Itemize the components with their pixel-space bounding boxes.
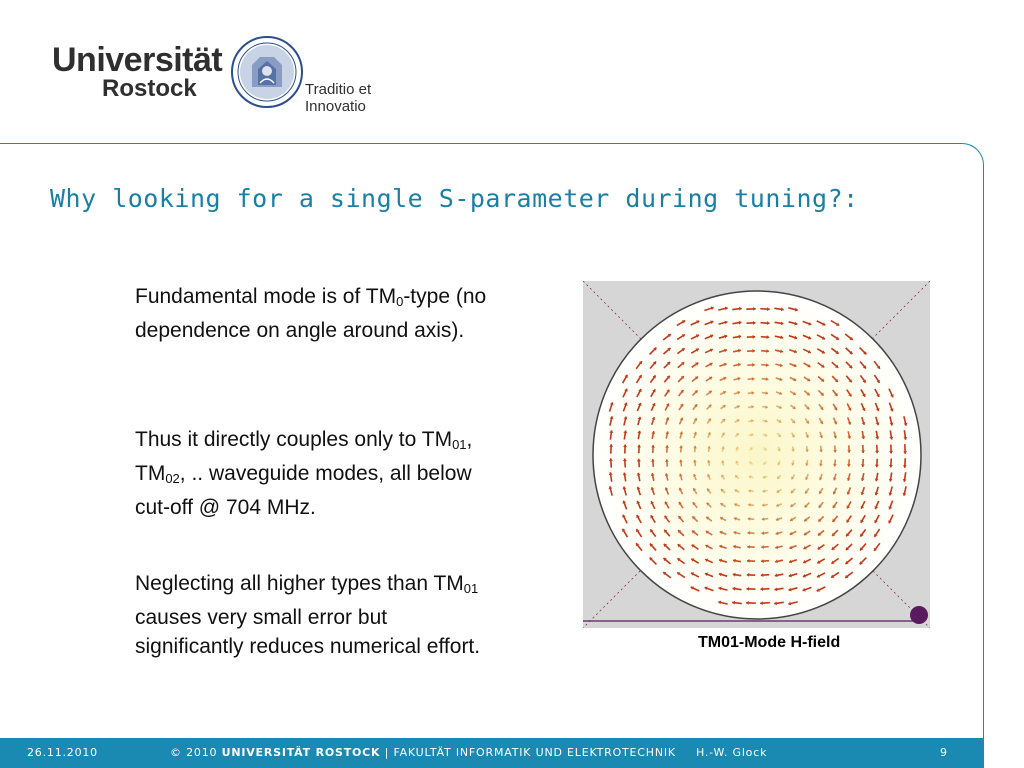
logo-wordmark-line1: Universität	[52, 41, 223, 79]
footer-page-number: 9	[940, 746, 948, 759]
logo-motto: Traditio et Innovatio	[305, 81, 372, 115]
logo-wordmark-line2: Rostock	[102, 75, 197, 102]
university-seal-icon	[230, 35, 304, 109]
port-marker	[910, 606, 928, 624]
footer-date: 26.11.2010	[27, 746, 98, 759]
university-logo	[50, 35, 410, 115]
footer-copyright: © 2010 UNIVERSITÄT ROSTOCK | FAKULTÄT INFORMATIK UND ELEKTROTECHNIK	[170, 746, 676, 759]
paragraph-fundamental-mode: Fundamental mode is of $TM_0$-type (no dependence on angle around axis).	[135, 285, 487, 342]
footer-bar	[0, 738, 984, 768]
paragraph-higher-modes: Neglecting all higher types than $TM_{01}$ causes very small error but significantly reduces numerical effort.	[135, 572, 481, 658]
paragraph-coupling: Thus it directly couples only to $TM_{01}$, $TM_{02}$, .. waveguide modes, all below cut-off @ 704 MHz.	[135, 428, 473, 519]
footer-author: H.-W. Glock	[696, 746, 768, 759]
figure-caption: TM01-Mode H-field	[698, 634, 841, 651]
cavity-disc	[593, 291, 921, 619]
slide-title: Why looking for a single S-parameter during tuning?:	[50, 184, 859, 213]
tm01-h-field-plot	[583, 281, 930, 628]
